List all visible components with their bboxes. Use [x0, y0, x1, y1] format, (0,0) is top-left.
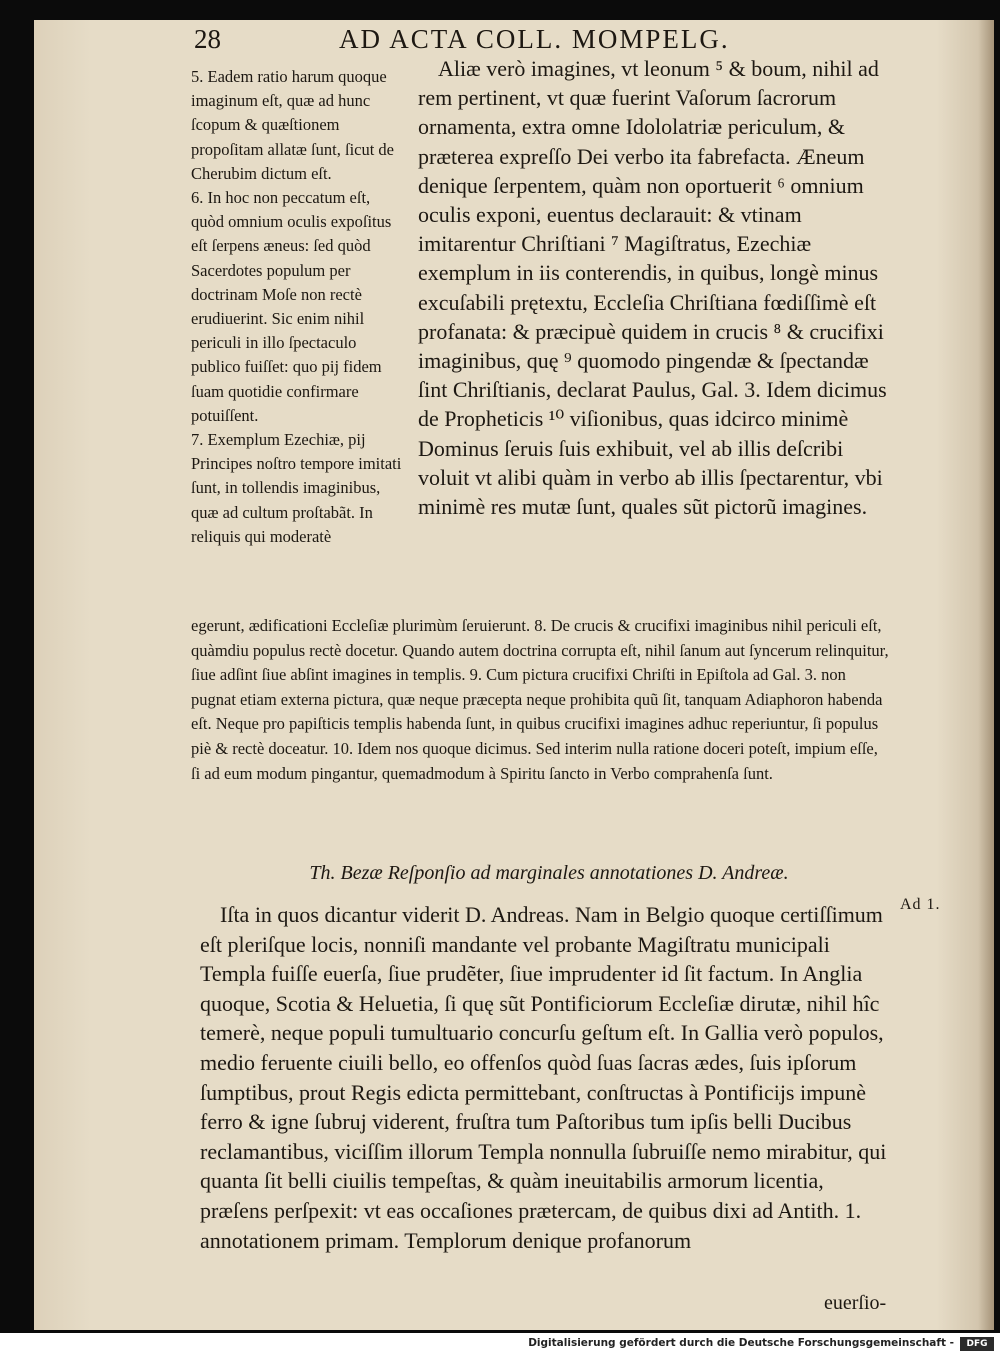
- footer-bar: [0, 1333, 1000, 1357]
- response-paragraph: Iſta in quos dicantur viderit D. Andreas. Nam in Belgio quoque certiſſimum eſt pleriſque locis, nonniſi mandante vel probante Magiſtratu municipali Templa fuiſſe euerſa, ſiue prudẽter, ſiue imprudenter id ſit factum. In Anglia quoque, Scotia & Heluetia, ſi quę sũt Pontificiorum Eccleſiæ dirutæ, nihil hîc temerè, neque populi tumultuario concurſu geſtum eſt. In Gallia verò populos, medio feruente ciuili bello, eo offenſos quòd ſuas ſacras ædes, ſuis ipſorum ſumptibus, prout Regis edicta permittebant, conſtructas à Pontificijs impunè ferro & igne ſubruj viderent, fruſtra tum Paſtoribus tum ipſis belli Ducibus reclamantibus, viciſſim illorum Templa nonnulla ſubruiſſe nemo mirabitur, qui quanta ſit belli ciuilis tempeſtas, & quàm ineuitabilis armorum licentia, præſens perſpexit: vt eas occaſiones prætercam, de quibus dixi ad Antith. 1. annotationem primam. Templorum denique profanorum: [200, 902, 887, 1253]
- notes-continuation: [191, 614, 891, 786]
- note-7: 7. Exemplum Ezechiæ, pij Principes noſtro tempore imitati ſunt, in tollendis imaginibus, quæ ad cultum proſtabãt. In reliquis qui moderatè: [191, 430, 402, 546]
- catchword: euerſio-: [824, 1292, 887, 1314]
- scanned-page: [34, 20, 994, 1330]
- page-number: 28: [194, 24, 221, 54]
- main-text-column: [418, 54, 888, 521]
- response-text: [200, 900, 890, 1255]
- main-paragraph: Aliæ verò imagines, vt leonum ⁵ & boum, nihil ad rem pertinent, vt quæ fuerint Vaſorum ſacrorum ornamenta, extra omne Idololatriæ periculum, & præterea expreſſo Dei verbo ita fabrefacta. Æneum denique ſerpentem, quàm non oportuerit ⁶ omnium oculis exponi, euentus declarauit: & vtinam imitarentur Chriſtiani ⁷ Magiſtratus, Ezechiæ exemplum in iis conterendis, in quibus, longè minus excuſabili prętextu, Eccleſia Chriſtiana fœdiſſimè eſt profanata: & præcipuè quidem in crucis ⁸ & crucifixi imaginibus, quę ⁹ quomodo pingendæ & ſpectandæ ſint Chriſtianis, declarat Paulus, Gal. 3. Idem dicimus de Propheticis ¹⁰ viſionibus, quas idcirco minimè Dominus ſeruis ſuis exhibuit, vel ab illis deſcribi voluit vt alibi quàm in verbo ab illis ſpectarentur, vbi minimè res mutæ ſunt, quales sũt pictorũ imagines.: [418, 56, 887, 520]
- margin-note: Ad 1.: [900, 896, 941, 913]
- section-heading: Th. Bezæ Reſponſio ad marginales annotationes D. Andreæ.: [309, 862, 789, 884]
- note-6: 6. In hoc non peccatum eſt, quòd omnium oculis expoſitus eſt ſerpens æneus: ſed quòd Sacerdotes populum per doctrinam Moſe non rectè erudiuerint. Sic enim nihil periculi in illo ſpectaculo publico fuiſſet: quo pij fidem ſuam quotidie confirmare potuiſſent.: [191, 188, 392, 425]
- dfg-logo-icon[interactable]: DFG: [960, 1337, 994, 1351]
- page-edge-shadow: [978, 20, 994, 1330]
- funding-credit[interactable]: Digitalisierung gefördert durch die Deutsche Forschungsgemeinschaft -: [528, 1337, 954, 1349]
- running-head: [34, 26, 994, 54]
- running-title: AD ACTA COLL. MOMPELG.: [339, 24, 730, 54]
- marginal-notes-column: [191, 65, 403, 549]
- note-5: 5. Eadem ratio harum quoque imaginum eſt, quæ ad hunc ſcopum & quæſtionem propoſitam allatæ ſunt, ſicut de Cherubim dictum eſt.: [191, 67, 395, 183]
- notes-8-10: egerunt, ædificationi Eccleſiæ plurimùm ſeruierunt. 8. De crucis & crucifixi imaginibus nihil periculi eſt, quàmdiu populus rectè docetur. Quando autem doctrina corrupta eſt, nihil ſanum aut ſyncerum relinquitur, ſiue adſint ſiue abſint imagines in templis. 9. Cum pictura crucifixi Chriſti in Epiſtola ad Gal. 3. non pugnat etiam externa pictura, quæ neque præcepta neque prohibita quũ ſit, tanquam Adiaphoron habenda eſt. Neque pro papiſticis templis habenda ſunt, in quibus crucifixi imagines adhuc reperiuntur, ſi populus piè & rectè doceatur. 10. Idem nos quoque dicimus. Sed interim nulla ratione doceri poteſt, impium eſſe, ſi ad eum modum pingantur, quemadmodum à Spiritu ſancto in Verbo comprahenſa ſunt.: [191, 616, 889, 783]
